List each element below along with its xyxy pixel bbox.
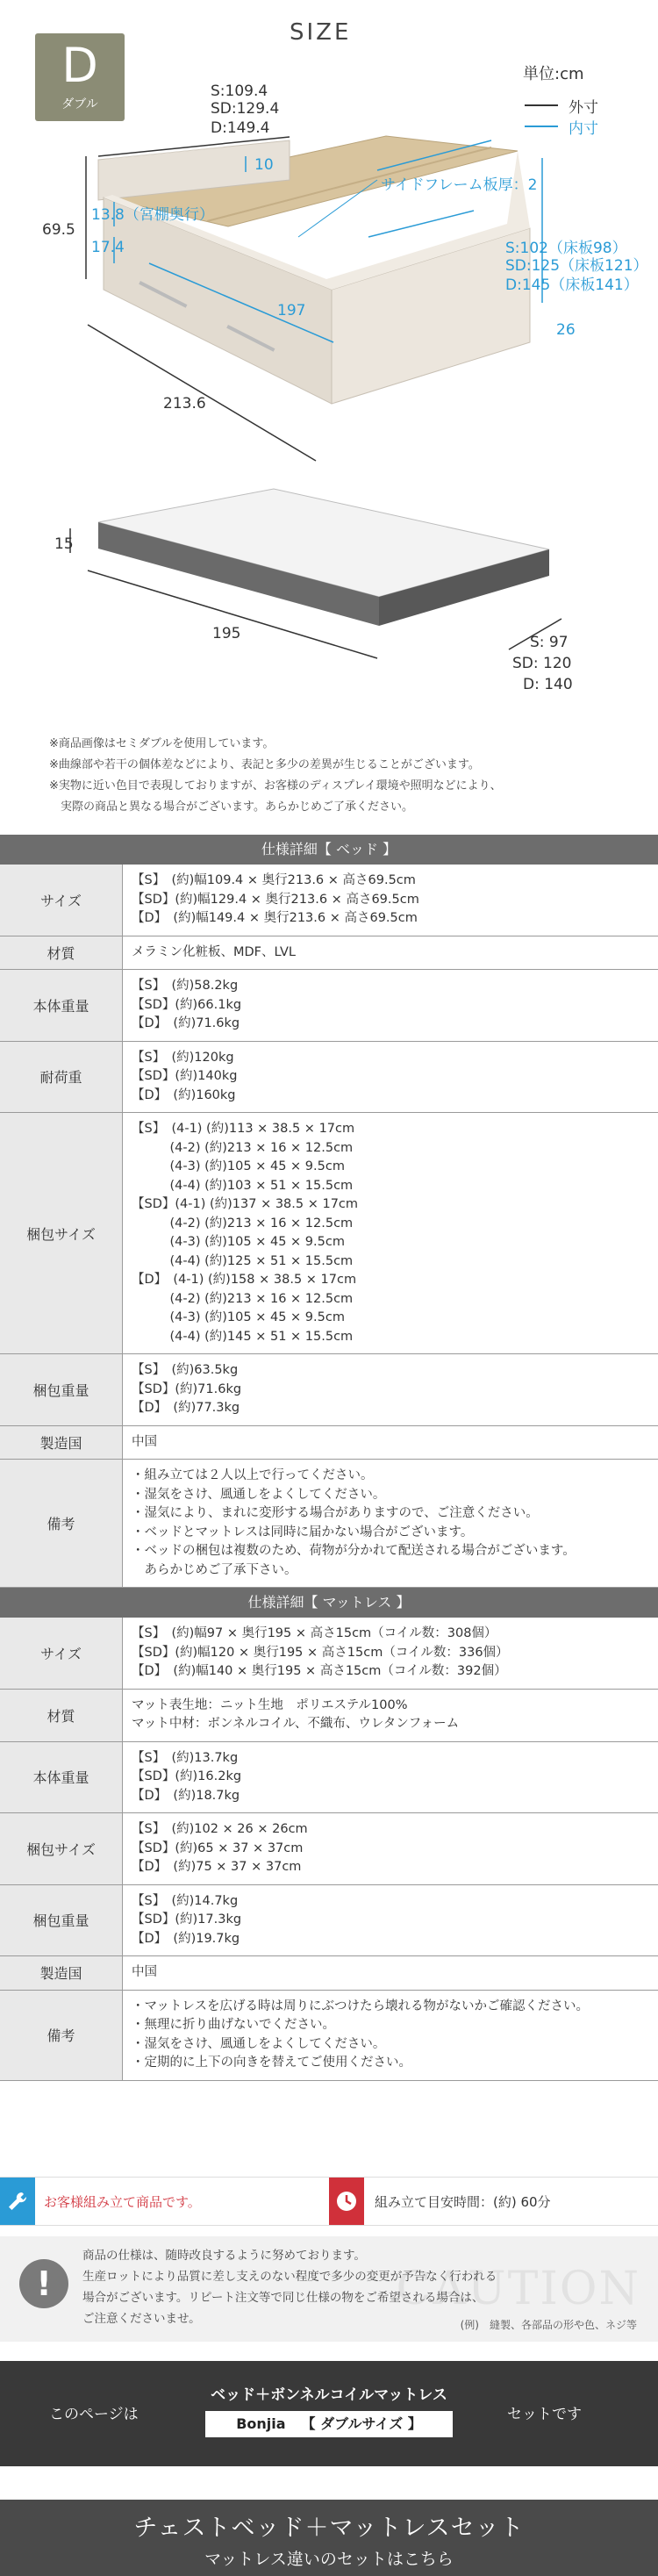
dim-inner-d: D:145（床板141） [505,276,639,294]
notes [49,734,502,818]
spec-value-line: (4-3) (約)105 × 45 × 9.5cm [132,1310,345,1324]
spec-row [0,865,658,936]
dim-inner-s: S:102（床板98） [505,240,627,257]
spec-value-line: ・無理に折り曲げないでください。 [132,2018,335,2032]
outer-legend-text: 外寸 [569,99,598,117]
spec-row [0,1113,658,1354]
dim-shelf-depth: 13.8（宮棚奥行） [91,206,214,224]
dim-length: 213.6 [163,395,206,413]
spec-row [0,1885,658,1957]
spec-value [123,1742,658,1813]
dim-mattress-thickness: 15 [54,535,74,553]
spec-value [123,970,658,1041]
spec-label: 製造国 [0,1956,123,1990]
spec-label: 備考 [0,1991,123,2080]
spec-row [0,1742,658,1814]
dim-mattress-d: D: 140 [523,676,573,693]
set-banner [0,2361,658,2466]
assembly-strip [0,2177,658,2226]
spec-value-line: 【SD】(約)65 × 37 × 37cm [132,1841,304,1855]
spec-value-line: 【SD】(約)幅120 × 奥行195 × 高さ15cm（コイル数：336個） [132,1645,509,1660]
spec-label: 材質 [0,1690,123,1741]
spec-row [0,1460,658,1588]
spec-row [0,1426,658,1460]
spec-value-line: 【SD】(約)140kg [132,1069,238,1083]
clock-icon [329,2178,364,2225]
spec-value-line: 【S】 (約)幅109.4 × 奥行213.6 × 高さ69.5cm [132,873,416,887]
size-title: SIZE [290,19,352,46]
dim-width-sd: SD:129.4 [211,100,280,118]
spec-row [0,1354,658,1426]
spec-value-line: 【S】 (4-1) (約)113 × 38.5 × 17cm [132,1122,355,1136]
spec-value-line: 【SD】(約)66.1kg [132,997,242,1012]
spec-label: 製造国 [0,1426,123,1460]
exclamation-icon: ! [19,2259,68,2308]
dim-width-s: S:109.4 [211,83,268,100]
spec-value-line: (4-3) (約)105 × 45 × 9.5cm [132,1235,345,1249]
size-diagram [0,0,658,728]
spec-value-line: (4-3) (約)105 × 45 × 9.5cm [132,1159,345,1173]
spec-value [123,1690,658,1741]
dim-inner-length: 197 [277,302,306,319]
spec-value-line: ・定期的に上下の向きを替えてご使用ください。 [132,2056,411,2070]
spec-value-line: (4-2) (約)213 × 16 × 12.5cm [132,1291,354,1306]
inner-legend-text: 内寸 [569,120,598,138]
spec-value-line: ・マットレスを広げる時は周りにぶつけたら壊れる物がないかご確認ください。 [132,1998,589,2013]
other-set-subtitle: マットレス違いのセットはこちら [204,2550,454,2569]
spec-value-line: 【SD】(約)16.2kg [132,1769,242,1783]
spec-value [123,1460,658,1587]
spec-value-line: 【D】 (約)19.7kg [132,1931,240,1946]
spec-label: 材質 [0,936,123,970]
dim-headboard-depth: 10 [254,156,274,174]
spec-value-line: (4-4) (約)103 × 51 × 15.5cm [132,1178,354,1193]
spec-value-line: あらかじめご了承下さい。 [132,1562,297,1577]
spec-value-line: (4-4) (約)145 × 51 × 15.5cm [132,1329,354,1344]
spec-row [0,936,658,971]
spec-value-line: 【S】 (約)14.7kg [132,1893,239,1908]
spec-value-line: 【D】 (約)18.7kg [132,1788,240,1803]
spec-label: 耐荷重 [0,1042,123,1113]
spec-value-line: ・湿気により、まれに変形する場合がありますので、ご注意ください。 [132,1506,539,1520]
mattress-spec-header: 仕様詳細【 マットレス 】 [0,1588,658,1618]
spec-value-line: 【SD】(約)71.6kg [132,1381,242,1396]
spec-value-line: 【D】 (約)幅140 × 奥行195 × 高さ15cm（コイル数：392個） [132,1664,507,1678]
spec-row [0,1991,658,2081]
spec-value-line: 【D】 (約)71.6kg [132,1016,240,1030]
caution-line: ご注意くださいませ。 [82,2312,201,2326]
spec-value-line: 【S】 (約)58.2kg [132,979,239,993]
unit-label: 単位:cm [523,65,584,83]
spec-value-line: 【S】 (約)120kg [132,1050,234,1065]
spec-label: 梱包重量 [0,1885,123,1956]
spec-value [123,1113,658,1353]
spec-value [123,865,658,936]
spec-value-line: (4-2) (約)213 × 16 × 12.5cm [132,1140,354,1155]
spec-row [0,1042,658,1114]
spec-label: 梱包重量 [0,1354,123,1425]
dim-mattress-length: 195 [212,625,241,642]
spec-value-line: 【S】 (約)63.5kg [132,1363,239,1377]
spec-value-line: ・組み立ては２人以上で行ってください。 [132,1468,374,1482]
spec-value-line: 【D】 (約)75 × 37 × 37cm [132,1860,302,1874]
dim-inner-sd: SD:125（床板121） [505,257,648,275]
caution-watermark: CAUTION [396,2263,640,2315]
spec-value-line: ・湿気をさけ、風通しをよくしてください。 [132,1487,386,1502]
spec-value [123,1042,658,1113]
set-banner-right: セットです [507,2406,582,2423]
spec-value-line: 【D】 (4-1) (約)158 × 38.5 × 17cm [132,1273,357,1287]
bed-spec-header: 仕様詳細【 ベッド 】 [0,835,658,865]
spec-value-line: 【S】 (約)幅97 × 奥行195 × 高さ15cm（コイル数：308個） [132,1626,497,1640]
other-set-link-banner[interactable] [0,2500,658,2576]
spec-value-line: 中国 [132,1965,157,1979]
set-banner-box [205,2411,453,2437]
spec-row [0,1813,658,1885]
spec-value-line: ・ベッドとマットレスは同時に届かない場合がございます。 [132,1525,474,1539]
spec-value [123,1618,658,1689]
dim-floor-height: 26 [556,321,576,339]
spec-value-line: 【D】 (約)77.3kg [132,1401,240,1415]
spec-value-line: (4-4) (約)125 × 51 × 15.5cm [132,1253,354,1268]
spec-value-line: 【SD】(約)17.3kg [132,1912,242,1927]
dim-headboard-gap: 17.4 [91,239,125,256]
note-line: ※実物に近い色目で表現しておりますが、お客様のディスプレイ環境や照明などにより、 [49,779,502,793]
spec-label: サイズ [0,1618,123,1689]
bed-side-frame [104,197,332,404]
spec-value-line: 【S】 (約)13.7kg [132,1750,239,1765]
spec-label: 梱包サイズ [0,1813,123,1884]
spec-value [123,1956,658,1990]
dim-mattress-sd: SD: 120 [512,655,572,672]
assembly-text: お客様組み立て商品です。 [44,2193,201,2210]
dim-height: 69.5 [42,221,75,239]
spec-value-line: マット表生地：ニット生地 ポリエステル100% [132,1697,408,1712]
badge-label: ダブル [61,97,98,111]
bed-illustration [0,0,658,728]
spec-value-line: ・湿気をさけ、風通しをよくしてください。 [132,2036,386,2051]
badge-letter: D [61,38,98,93]
spec-value [123,936,658,970]
spec-table [0,835,658,2081]
spec-value-line: メラミン化粧板、MDF、LVL [132,944,296,959]
caution-line: 生産ロットにより品質に差し支えのない程度で多少の変更が予告なく行われる [82,2270,497,2284]
note-line: ※曲線部や若干の個体差などにより、表記と多少の差異が生じることがございます。 [49,758,480,771]
set-banner-title: ベッド＋ボンネルコイルマットレス [211,2386,447,2404]
spec-value-line: 【S】 (約)102 × 26 × 26cm [132,1822,308,1836]
other-set-title: チェストベッド＋マットレスセット [133,2515,525,2542]
caution-text [82,2245,497,2329]
spec-row [0,1618,658,1690]
spec-value [123,1991,658,2080]
spec-row [0,1690,658,1742]
brand-logo: Bonjia [236,2415,286,2432]
note-line: 実際の商品と異なる場合がございます。あらかじめご了承ください。 [49,800,413,814]
spec-label: 本体重量 [0,970,123,1041]
spec-label: 本体重量 [0,1742,123,1813]
spec-row [0,970,658,1042]
dim-side-frame: サイドフレーム板厚：2 [381,176,538,194]
spec-value-line: 【SD】(約)幅129.4 × 奥行213.6 × 高さ69.5cm [132,892,419,907]
spec-value-line: 【D】 (約)幅149.4 × 奥行213.6 × 高さ69.5cm [132,911,418,925]
spec-value-line: ・ベッドの梱包は複数のため、荷物が分かれて配送される場合がございます。 [132,1544,576,1558]
caution-box [0,2236,658,2342]
spec-row [0,1956,658,1991]
set-banner-left: このページは [49,2406,139,2423]
dim-width-d: D:149.4 [211,119,270,137]
spec-value [123,1354,658,1425]
wrench-icon [0,2178,35,2225]
spec-label: 梱包サイズ [0,1113,123,1353]
spec-value-line: 中国 [132,1434,157,1449]
caution-line: 場合がございます。リピート注文等で同じ仕様の物をご希望される場合は、 [82,2291,484,2305]
caution-line: 商品の仕様は、随時改良するように努めております。 [82,2249,366,2263]
spec-value-line: 【SD】(4-1) (約)137 × 38.5 × 17cm [132,1197,359,1211]
caution-example: (例) 縫製、各部品の形や色、ネジ等 [460,2319,637,2331]
spec-value-line: 【D】 (約)160kg [132,1087,236,1102]
spec-value [123,1885,658,1956]
dim-mattress-s: S: 97 [530,634,569,651]
set-size: 【 ダブルサイズ 】 [301,2415,422,2432]
spec-value [123,1813,658,1884]
spec-value-line: (4-2) (約)213 × 16 × 12.5cm [132,1216,354,1231]
assembly-time: 組み立て目安時間：(約) 60分 [375,2193,551,2210]
spec-label: 備考 [0,1460,123,1587]
spec-label: サイズ [0,865,123,936]
spec-value-line: マット中材：ボンネルコイル、不織布、ウレタンフォーム [132,1717,460,1731]
note-line: ※商品画像はセミダブルを使用しています。 [49,737,275,750]
spec-value [123,1426,658,1460]
